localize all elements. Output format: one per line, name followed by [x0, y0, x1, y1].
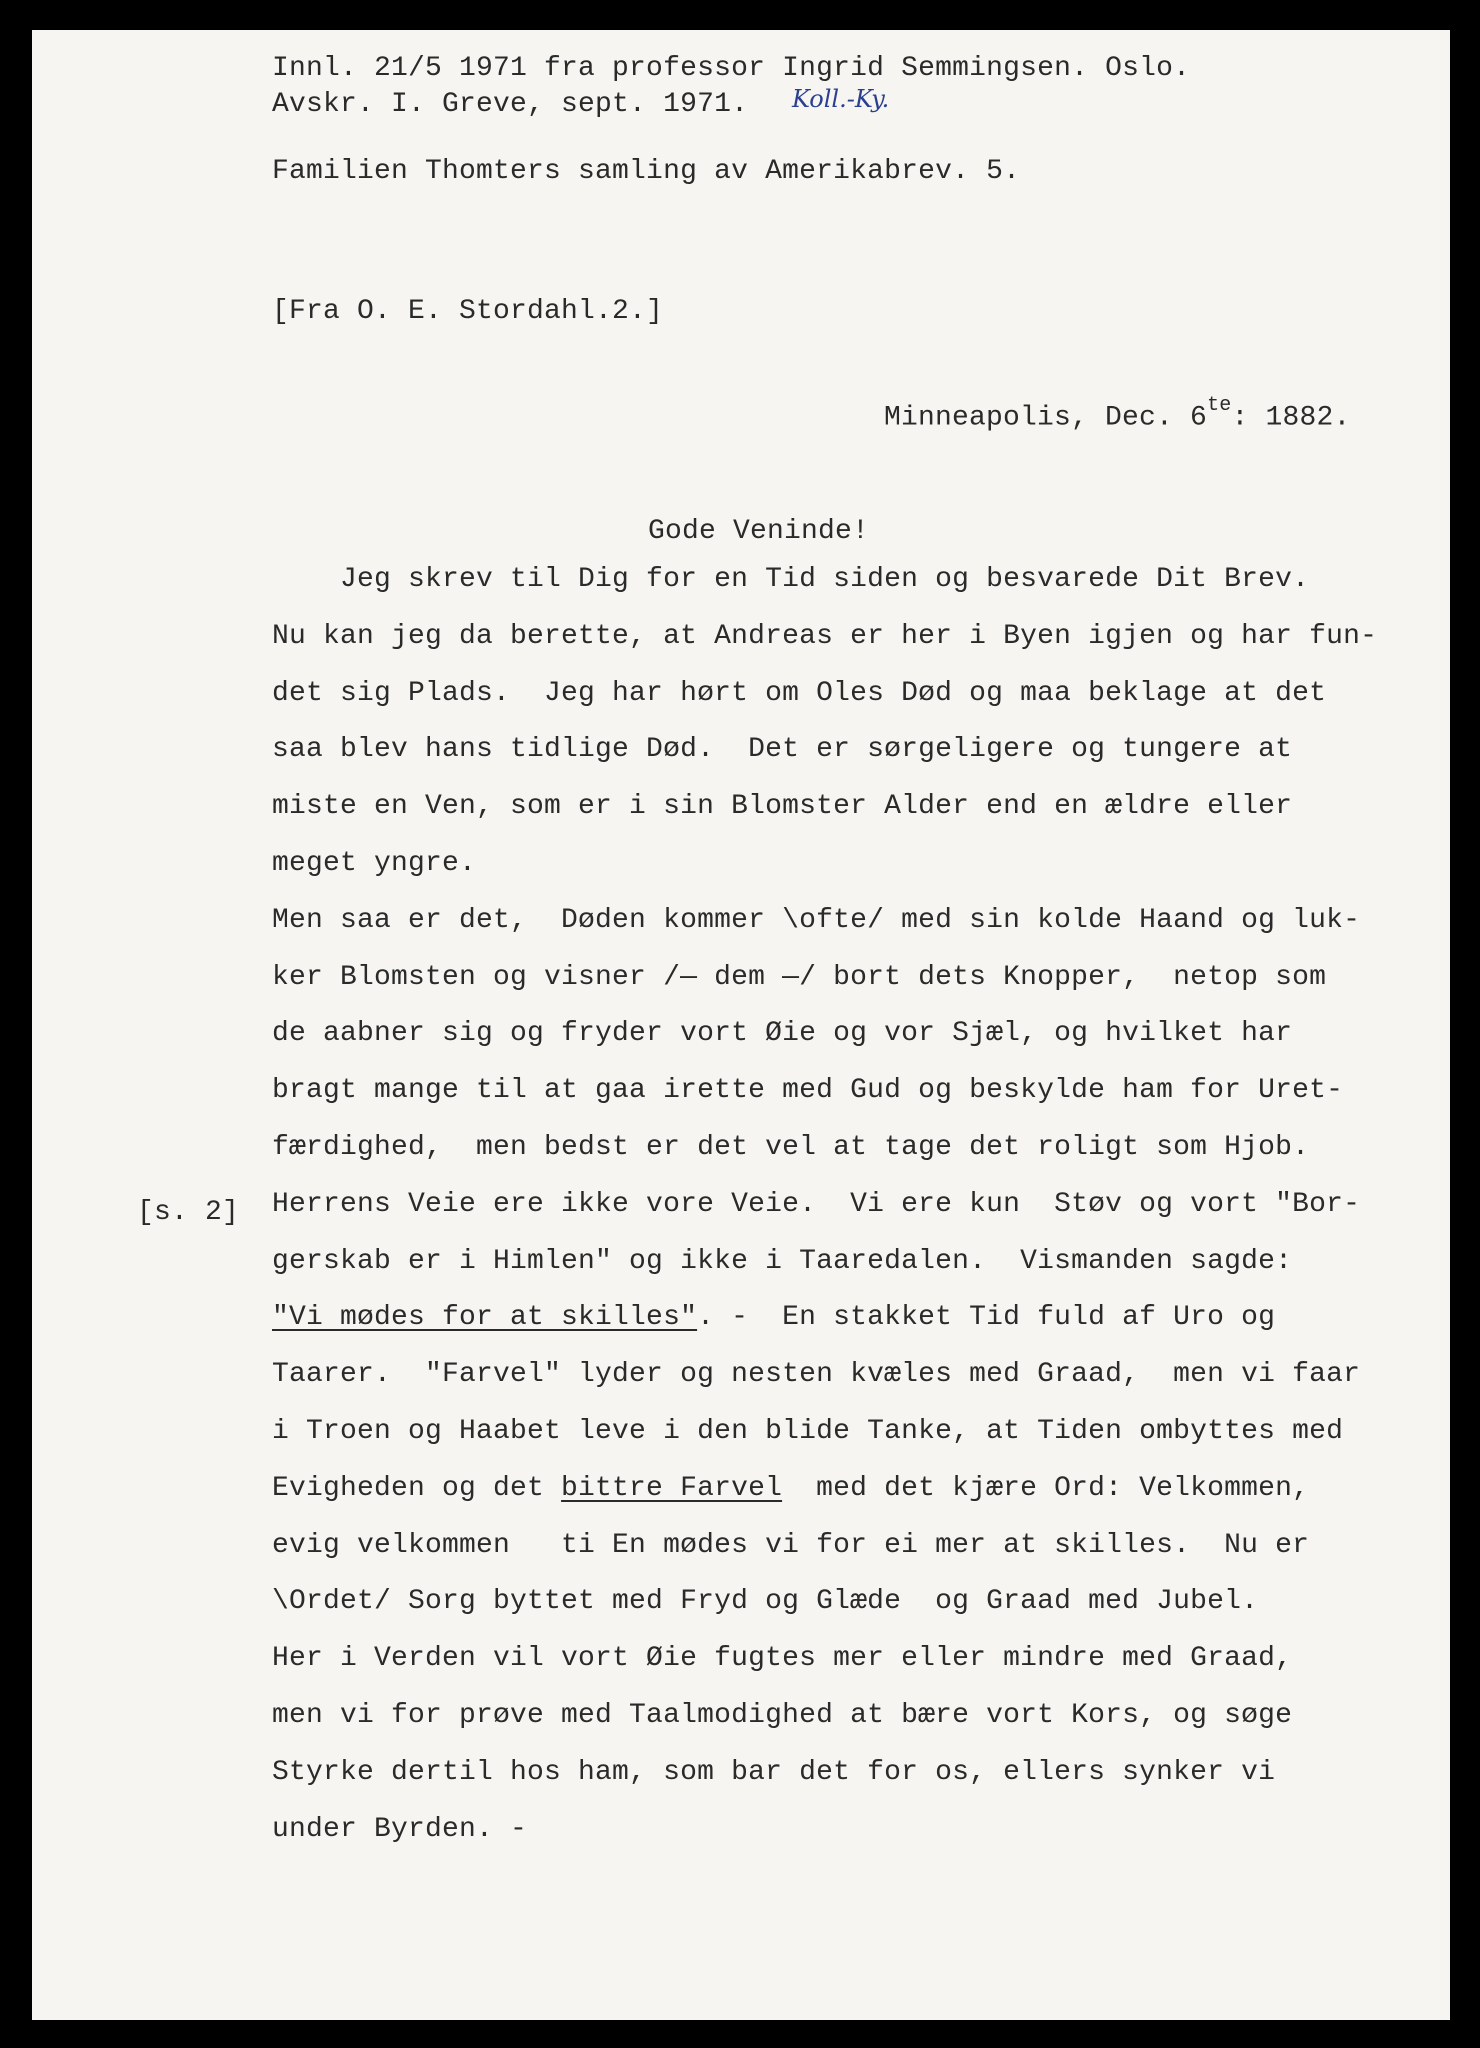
line-rest: . - En stakket Tid fuld af Uro og [697, 1302, 1276, 1333]
header-line-2: Avskr. I. Greve, sept. 1971. [272, 89, 749, 120]
body-line: færdighed, men bedst er det vel at tage det roligt som Hjob. [272, 1132, 1310, 1163]
body-line: Herrens Veie ere ikke vore Veie. Vi ere kun Støv og vort "Bor- [272, 1189, 1361, 1220]
body-line: de aabner sig og fryder vort Øie og vor Sjæl, og hvilket har [272, 1018, 1293, 1049]
body-line: Jeg skrev til Dig for en Tid siden og besvarede Dit Brev. [272, 564, 1310, 595]
header-line-1: Innl. 21/5 1971 fra professor Ingrid Semmingsen. Oslo. [272, 53, 1191, 84]
body-line: Nu kan jeg da berette, at Andreas er her i Byen igjen og har fun- [272, 621, 1378, 652]
body-line: \Ordet/ Sorg byttet med Fryd og Glæde og Graad med Jubel. [272, 1586, 1259, 1617]
body-line [272, 1472, 1309, 1506]
page-marker: [s. 2] [137, 1197, 240, 1228]
body-line: saa blev hans tidlige Død. Det er sørgeligere og tungere at [272, 734, 1293, 765]
line-pre: Evigheden og det [272, 1473, 562, 1504]
underlined-phrase: bittre Farvel [561, 1473, 783, 1504]
place-date-text: Minneapolis, Dec. 6 [884, 402, 1208, 434]
body-line: bragt mange til at gaa irette med Gud og beskylde ham for Uret- [272, 1075, 1344, 1106]
document-page [32, 30, 1450, 2020]
salutation: Gode Veninde! [648, 516, 870, 547]
body-line: Taarer. "Farvel" lyder og nesten kvæles med Graad, men vi faar [272, 1359, 1361, 1390]
place-date [884, 393, 1351, 435]
body-line [272, 1301, 1275, 1335]
letter-source: [Fra O. E. Stordahl.2.] [272, 296, 664, 327]
line-rest: med det kjære Ord: Velkommen, [782, 1473, 1310, 1504]
underlined-quote: "Vi mødes for at skilles" [272, 1302, 698, 1333]
body-line: i Troen og Haabet leve i den blide Tanke, at Tiden ombyttes med [272, 1416, 1344, 1447]
body-line: evig velkommen ti En mødes vi for ei mer at skilles. Nu er [272, 1530, 1310, 1561]
date-superscript: te [1207, 394, 1232, 417]
body-line: miste en Ven, som er i sin Blomster Alder end en ældre eller [272, 791, 1293, 822]
body-line: meget yngre. [272, 848, 477, 879]
body-line: under Byrden. - [272, 1814, 528, 1845]
year-text: : 1882. [1231, 402, 1351, 434]
handwritten-note: Koll.-Ky. [792, 85, 890, 113]
body-line: men vi for prøve med Taalmodighed at bære vort Kors, og søge [272, 1700, 1293, 1731]
body-line: gerskab er i Himlen" og ikke i Taaredalen. Vismanden sagde: [272, 1246, 1293, 1277]
body-line: ker Blomsten og visner /— dem —/ bort dets Knopper, netop som [272, 962, 1327, 993]
body-line: Styrke dertil hos ham, som bar det for os, ellers synker vi [272, 1757, 1276, 1788]
collection-title: Familien Thomters samling av Amerikabrev. 5. [272, 156, 1021, 187]
body-line: Men saa er det, Døden kommer \ofte/ med sin kolde Haand og luk- [272, 905, 1361, 936]
body-line: det sig Plads. Jeg har hørt om Oles Død og maa beklage at det [272, 678, 1327, 709]
body-line: Her i Verden vil vort Øie fugtes mer eller mindre med Graad, [272, 1643, 1293, 1674]
